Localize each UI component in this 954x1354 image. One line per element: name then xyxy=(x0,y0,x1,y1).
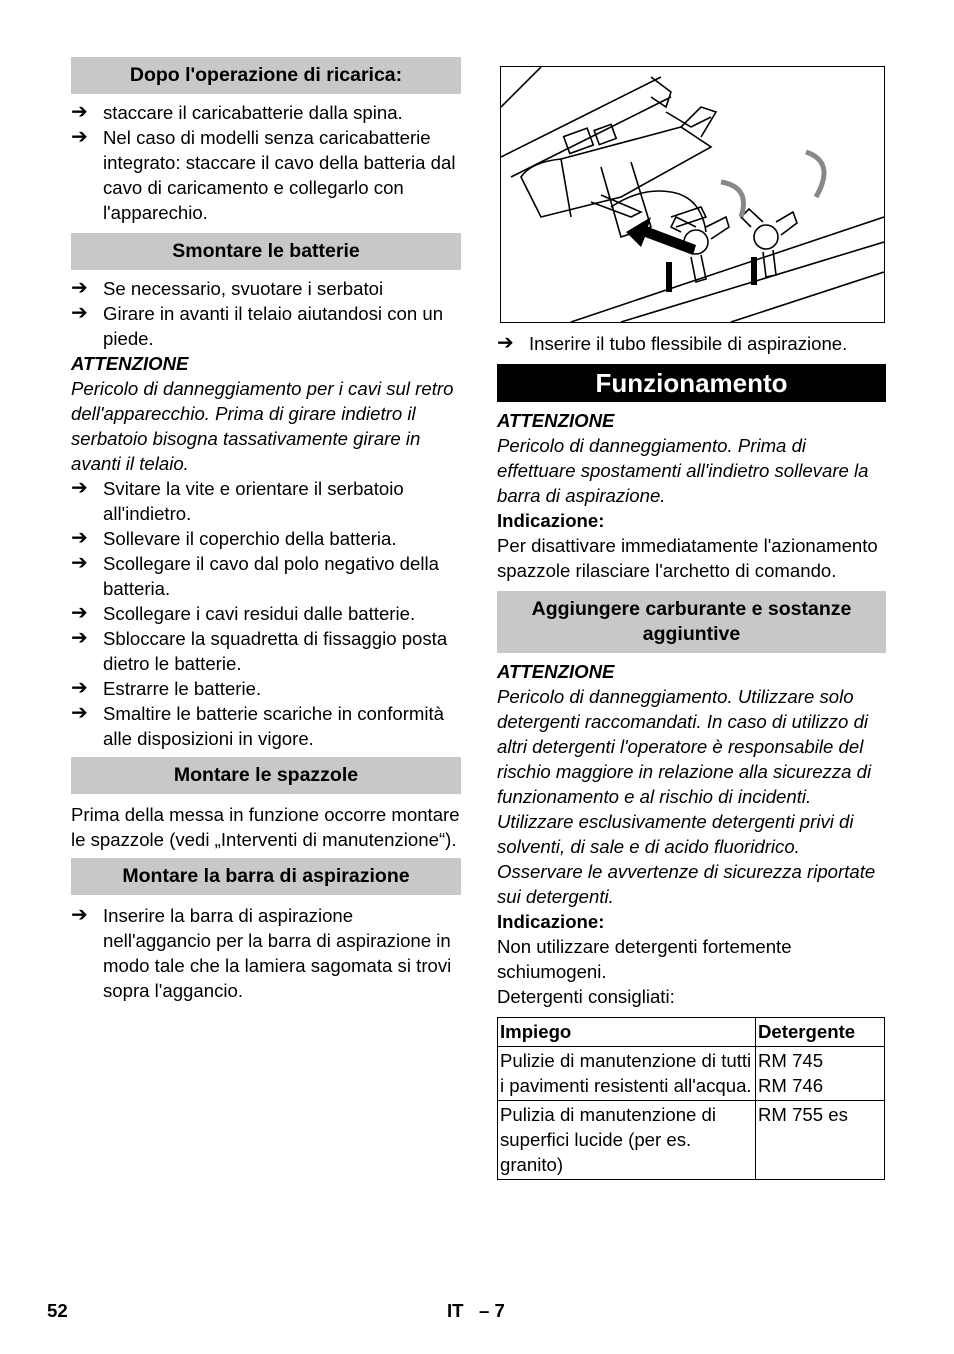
recommended-label: Detergenti consigliati: xyxy=(497,986,675,1007)
list-item: ➔ Scollegare il cavo dal polo negativo della batteria. xyxy=(71,552,439,599)
note-label: Indicazione: xyxy=(497,510,605,531)
list-item: ➔ Inserire il tubo flessibile di aspirazione. xyxy=(497,332,848,354)
warning-label: ATTENZIONE xyxy=(497,410,615,431)
arrow-right-icon: ➔ xyxy=(71,477,88,499)
list-item: ➔ Svitare la vite e orientare il serbatoio all'indietro. xyxy=(71,477,404,524)
list-item: ➔ Girare in avanti il telaio aiutandosi con un piede. xyxy=(71,302,444,349)
warning-label: ATTENZIONE xyxy=(71,353,189,374)
suction-bar-illustration xyxy=(500,66,885,323)
arrow-right-icon: ➔ xyxy=(71,904,88,926)
left-column xyxy=(71,57,461,1003)
brushes-text: Prima della messa in funzione occorre montare le spazzole (vedi „Interventi di manutenzione“). xyxy=(71,804,460,850)
list-item: ➔ Inserire la barra di aspirazione nell'aggancio per la barra di aspirazione in modo tale che la lamiera sagomata si trovi sopra l'aggancio. xyxy=(71,904,452,1001)
section-title-remove-batteries: Smontare le batterie xyxy=(71,233,461,270)
section-title-suction-bar: Montare la barra di aspirazione xyxy=(71,858,461,895)
arrow-right-icon: ➔ xyxy=(71,627,88,649)
language-page-label: IT – 7 xyxy=(447,1300,505,1321)
suction-bar-drawing xyxy=(501,67,884,322)
arrow-right-icon: ➔ xyxy=(71,702,88,724)
section-title-brushes: Montare le spazzole xyxy=(71,757,461,794)
arrow-right-icon: ➔ xyxy=(71,126,88,148)
suction-bar-list xyxy=(71,903,461,1003)
list-item: ➔ Sollevare il coperchio della batteria. xyxy=(71,527,397,549)
arrow-right-icon: ➔ xyxy=(71,101,88,123)
detergent-table xyxy=(497,1017,885,1180)
list-item: ➔ Se necessario, svuotare i serbatoi xyxy=(71,277,384,299)
remove-batteries-list xyxy=(71,276,461,751)
section-title-operation: Funzionamento xyxy=(497,364,886,402)
list-item: ➔ Smaltire le batterie scariche in conformità alle disposizioni in vigore. xyxy=(71,702,445,749)
warning-text: Pericolo di danneggiamento per i cavi sul retro dell'apparecchio. Prima di girare indietro il serbatoio bisogna tassativamente girare in avanti il telaio. xyxy=(71,378,454,474)
recharge-list xyxy=(71,100,461,225)
list-item: ➔ Estrarre le batterie. xyxy=(71,677,262,699)
note-text: Non utilizzare detergenti fortemente schiumogeni. xyxy=(497,936,792,982)
arrow-right-icon: ➔ xyxy=(497,332,514,354)
warning-text: Pericolo di danneggiamento. Utilizzare solo detergenti raccomandati. In caso di utilizzo di altri detergenti l'operatore è responsabile del rischio maggiore in relazione alla sicurezza di funzionamento e al rischio di incidenti. Utilizzare esclusivamente detergenti privi di solventi, di sale e di acido fluoridrico. Osservare le avvertenze di sicurezza riportate sui detergenti. xyxy=(497,686,876,907)
arrow-right-icon: ➔ xyxy=(71,527,88,549)
warning-label: ATTENZIONE xyxy=(497,661,615,682)
column-header: Detergente xyxy=(756,1018,885,1047)
warning-text: Pericolo di danneggiamento. Prima di effettuare spostamenti all'indietro sollevare la barra di aspirazione. xyxy=(497,435,869,506)
list-item: ➔ Sbloccare la squadretta di fissaggio posta dietro le batterie. xyxy=(71,627,448,674)
column-header: Impiego xyxy=(498,1018,756,1047)
table-cell: Pulizia di manutenzione di superfici lucide (per es. granito) xyxy=(498,1101,756,1180)
note-label: Indicazione: xyxy=(497,911,605,932)
list-item: ➔ Nel caso di modelli senza caricabatterie integrato: staccare il cavo della batteria dal cavo di caricamento e collegarlo con l'apparechio. xyxy=(71,126,456,223)
list-item: ➔ Scollegare i cavi residui dalle batterie. xyxy=(71,602,416,624)
section-title-recharge: Dopo l'operazione di ricarica: xyxy=(71,57,461,94)
right-column xyxy=(497,66,886,1180)
fuel-content xyxy=(497,659,886,1009)
arrow-right-icon: ➔ xyxy=(71,302,88,324)
arrow-right-icon: ➔ xyxy=(71,277,88,299)
table-cell: Pulizie di manutenzione di tutti i pavimenti resistenti all'acqua. xyxy=(498,1047,756,1101)
section-title-fuel: Aggiungere carburante e sostanze aggiuntive xyxy=(497,591,886,653)
list-item: ➔ staccare il caricabatterie dalla spina. xyxy=(71,101,403,123)
operation-content xyxy=(497,408,886,583)
arrow-right-icon: ➔ xyxy=(71,602,88,624)
table-cell: RM 745 RM 746 xyxy=(756,1047,885,1101)
table-cell: RM 755 es xyxy=(756,1101,885,1180)
table-row xyxy=(498,1047,885,1101)
note-text: Per disattivare immediatamente l'azionamento spazzole rilasciare l'archetto di comando. xyxy=(497,535,878,581)
arrow-right-icon: ➔ xyxy=(71,677,88,699)
arrow-right-icon: ➔ xyxy=(71,552,88,574)
table-row xyxy=(498,1101,885,1180)
table-header-row xyxy=(498,1018,885,1047)
page-number: 52 xyxy=(47,1300,68,1321)
